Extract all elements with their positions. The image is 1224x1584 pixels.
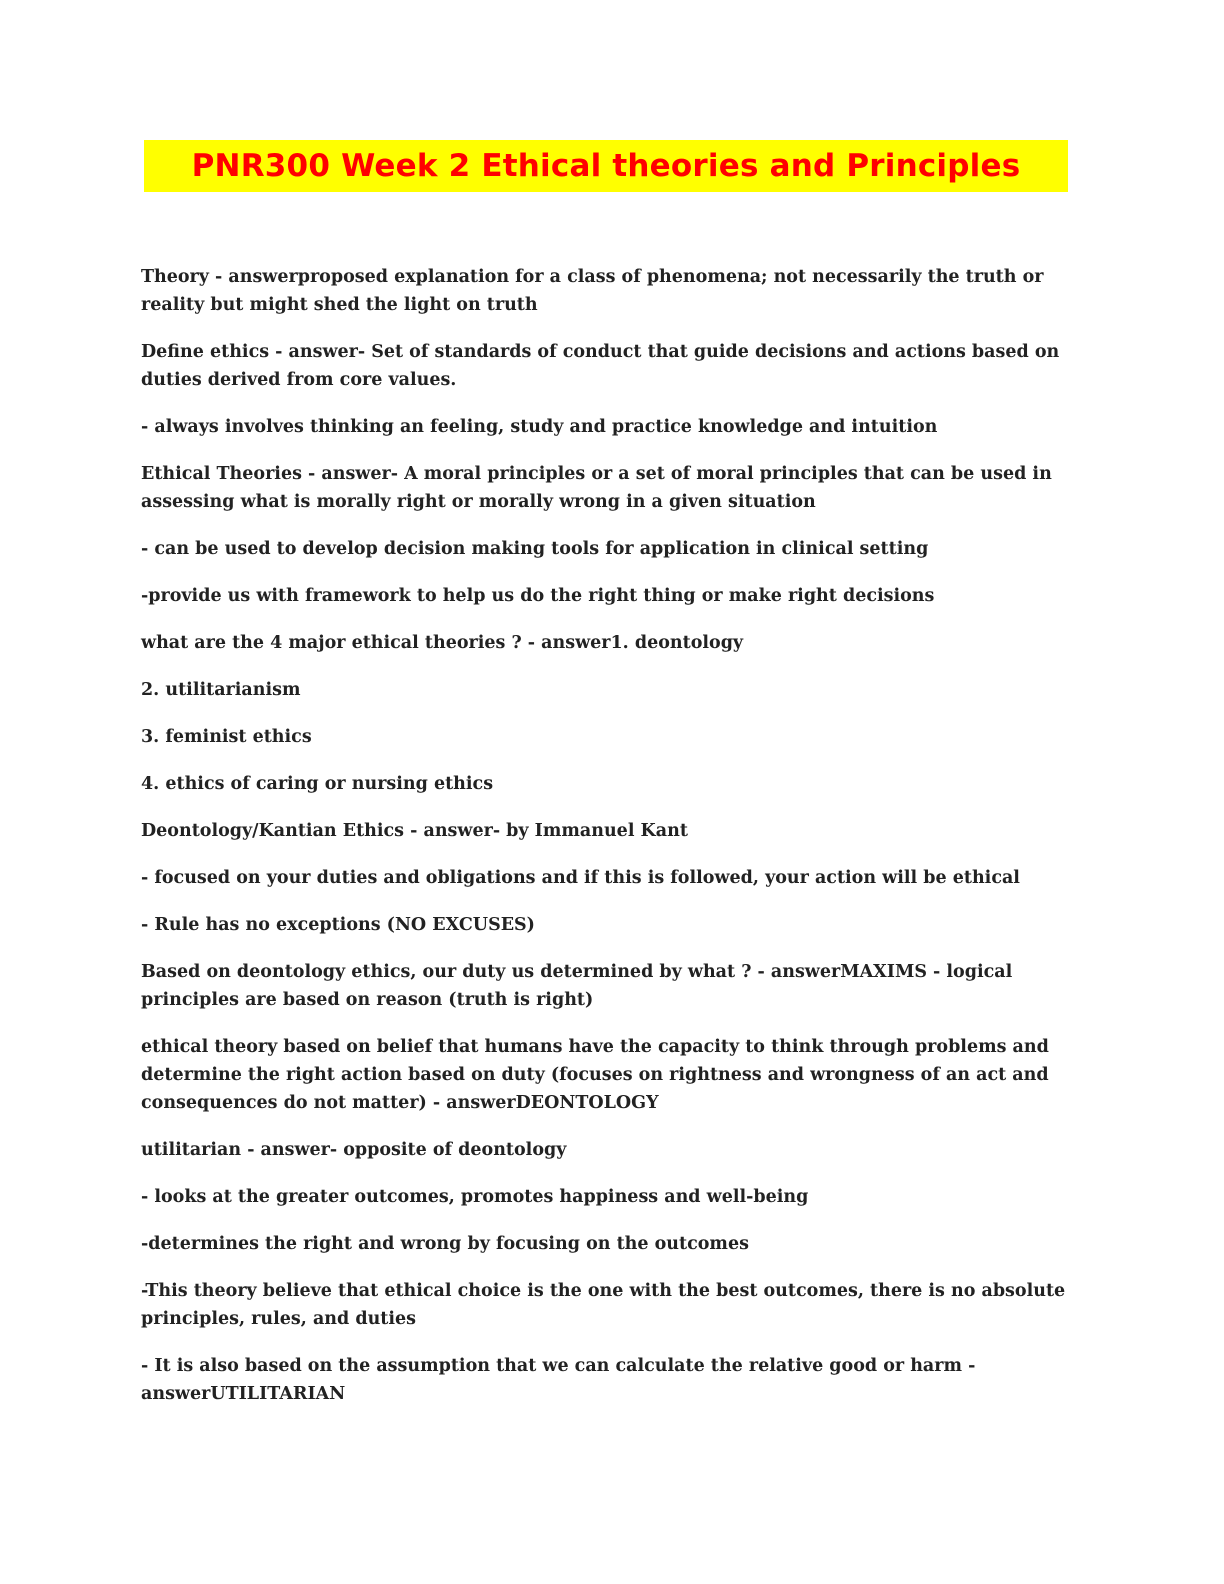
paragraph-utilitarian: utilitarian - answer- opposite of deontology xyxy=(141,1140,567,1160)
paragraph-calculate-good-harm: - It is also based on the assumption that we can calculate the relative good or harm - answerUTILITARIAN xyxy=(141,1356,976,1404)
paragraph-ethical-theories: Ethical Theories - answer- A moral principles or a set of moral principles that can be used in assessing what is morally right or morally wrong in a given situation xyxy=(141,464,1052,512)
paragraph-best-outcomes: -This theory believe that ethical choice is the one with the best outcomes, there is no absolute principles, rules, and duties xyxy=(141,1281,1066,1329)
document-body xyxy=(141,263,1071,1427)
paragraph-utilitarianism: 2. utilitarianism xyxy=(141,680,301,700)
paragraph-greater-outcomes: - looks at the greater outcomes, promotes happiness and well-being xyxy=(141,1187,809,1207)
paragraph-define-ethics: Define ethics - answer- Set of standards of conduct that guide decisions and actions based on duties derived from core values. xyxy=(141,342,1060,390)
title-highlight xyxy=(144,140,1068,192)
paragraph-maxims: Based on deontology ethics, our duty us determined by what ? - answerMAXIMS - logical principles are based on reason (truth is right) xyxy=(141,962,1013,1010)
paragraph-deontology-kant: Deontology/Kantian Ethics - answer- by Immanuel Kant xyxy=(141,821,688,841)
paragraph-deontology-definition: ethical theory based on belief that humans have the capacity to think through problems and determine the right action based on duty (focuses on rightness and wrongness of an act and consequences do not matter) - answerDEONTOLOGY xyxy=(141,1037,1049,1113)
document-title: PNR300 Week 2 Ethical theories and Principles xyxy=(191,148,1021,184)
paragraph-ethics-involves: - always involves thinking an feeling, study and practice knowledge and intuition xyxy=(141,417,938,437)
paragraph-determines-right-wrong: -determines the right and wrong by focusing on the outcomes xyxy=(141,1234,749,1254)
paragraph-feminist-ethics: 3. feminist ethics xyxy=(141,727,312,747)
paragraph-theory: Theory - answerproposed explanation for a class of phenomena; not necessarily the truth or reality but might shed the light on truth xyxy=(141,267,1044,315)
paragraph-duties-obligations: - focused on your duties and obligations and if this is followed, your action will be ethical xyxy=(141,868,1020,888)
paragraph-no-exceptions: - Rule has no exceptions (NO EXCUSES) xyxy=(141,915,535,935)
paragraph-framework: -provide us with framework to help us do the right thing or make right decisions xyxy=(141,586,935,606)
paragraph-four-theories: what are the 4 major ethical theories ? - answer1. deontology xyxy=(141,633,744,653)
paragraph-decision-tools: - can be used to develop decision making tools for application in clinical setting xyxy=(141,539,929,559)
paragraph-caring-ethics: 4. ethics of caring or nursing ethics xyxy=(141,774,494,794)
